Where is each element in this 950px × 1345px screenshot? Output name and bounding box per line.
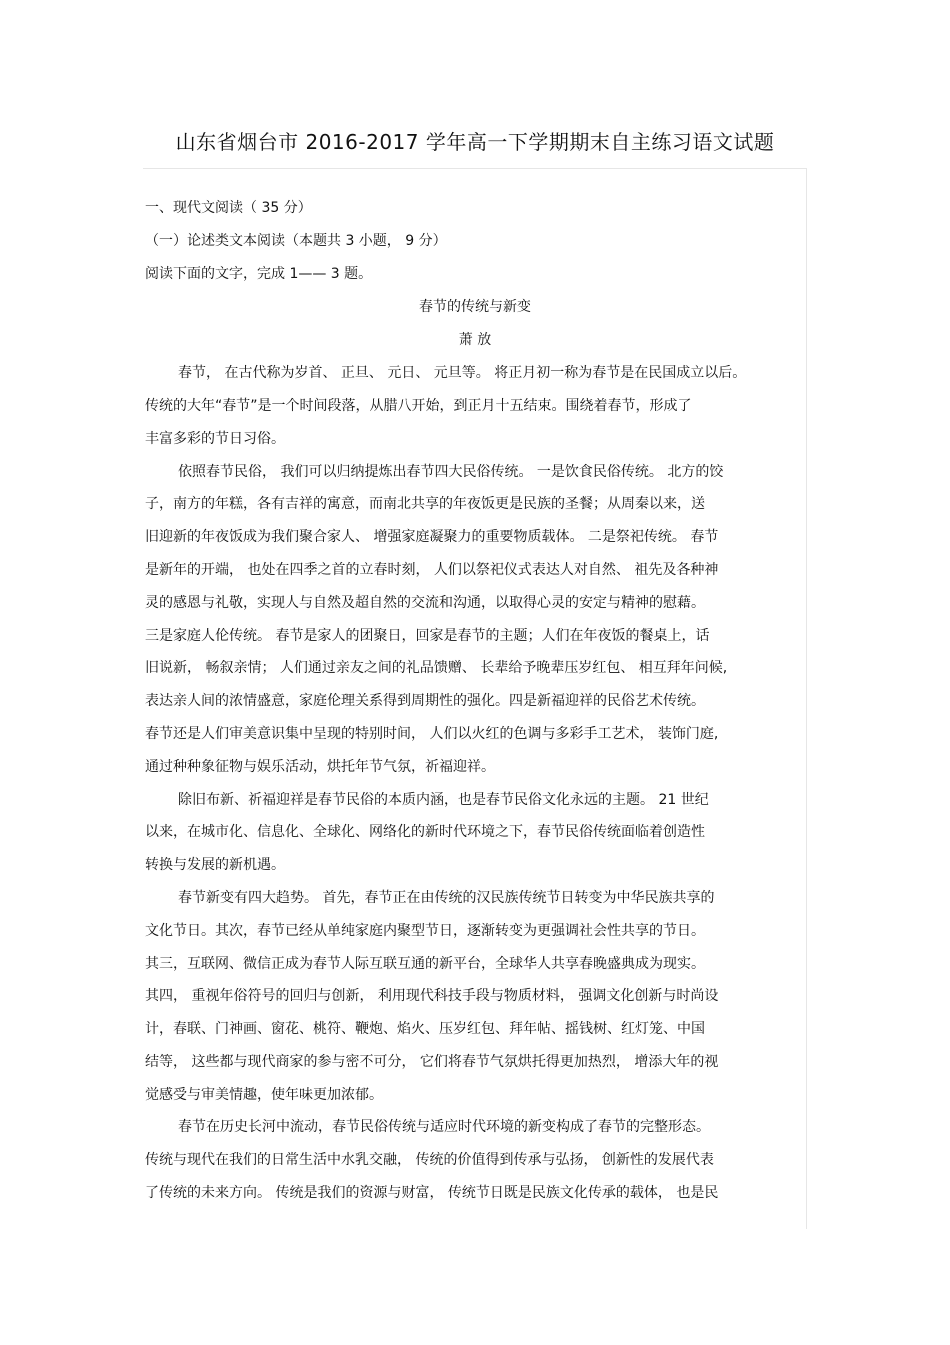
text-line: 表达亲人间的浓情盛意，家庭伦理关系得到周期性的强化。四是新福迎祥的民俗艺术传统。: [145, 693, 705, 709]
text-line: 以来，在城市化、信息化、全球化、网络化的新时代环境之下，春节民俗传统面临着创造性: [145, 824, 705, 840]
instruction-text: 阅读下面的文字，完成 1—— 3 题。: [145, 266, 373, 282]
text-line: 传统的大年“春节”是一个时间段落，从腊八开始，到正月十五结束。围绕着春节，形成了: [145, 398, 692, 414]
text-line: 其三，互联网、微信正成为春节人际互联互通的新平台，全球华人共享春晚盛典成为现实。: [145, 956, 705, 972]
text-line: 旧迎新的年夜饭成为我们聚合家人、 增强家庭凝聚力的重要物质载体。 二是祭祀传统。 春节: [145, 529, 719, 545]
text-line: 除旧布新、祈福迎祥是春节民俗的本质内涵，也是春节民俗文化永远的主题。 21 世纪: [178, 792, 709, 808]
text-line: 旧说新， 畅叙亲情； 人们通过亲友之间的礼品馈赠、 长辈给予晚辈压岁红包、 相互拜年问候,: [145, 660, 728, 676]
article-title: 春节的传统与新变: [419, 299, 531, 315]
text-line: 春节在历史长河中流动，春节民俗传统与适应时代环境的新变构成了春节的完整形态。: [178, 1119, 710, 1135]
text-line: 传统与现代在我们的日常生活中水乳交融， 传统的价值得到传承与弘扬， 创新性的发展代表: [145, 1152, 714, 1168]
text-line: 丰富多彩的节日习俗。: [145, 431, 285, 447]
text-line: 觉感受与审美情趣，使年味更加浓郁。: [145, 1087, 383, 1103]
text-line: 是新年的开端， 也处在四季之首的立春时刻， 人们以祭祀仪式表达人对自然、 祖先及各种神: [145, 562, 719, 578]
section-heading: 一、现代文阅读（ 35 分）: [145, 200, 312, 216]
text-line: 计，春联、门神画、窗花、桃符、鞭炮、焰火、压岁红包、拜年帖、摇钱树、红灯笼、中国: [145, 1021, 705, 1037]
text-line: 灵的感恩与礼敬，实现人与自然及超自然的交流和沟通，以取得心灵的安定与精神的慰藉。: [145, 595, 705, 611]
text-line: 了传统的未来方向。 传统是我们的资源与财富， 传统节日既是民族文化传承的载体， 也是民: [145, 1185, 719, 1201]
subsection-heading: （一）论述类文本阅读（本题共 3 小题， 9 分）: [145, 233, 447, 249]
text-line: 依照春节民俗， 我们可以归纳提炼出春节四大民俗传统。 一是饮食民俗传统。 北方的饺: [178, 464, 724, 480]
article-author: 萧 放: [458, 332, 492, 348]
text-line: 转换与发展的新机遇。: [145, 857, 285, 873]
text-line: 子，南方的年糕，各有吉祥的寓意，而南北共享的年夜饭更是民族的圣餐；从周秦以来，送: [145, 496, 705, 512]
text-line: 春节还是人们审美意识集中呈现的特别时间， 人们以火红的色调与多彩手工艺术， 装饰门庭,: [145, 726, 719, 742]
text-line: 春节， 在古代称为岁首、 正旦、 元日、 元旦等。 将正月初一称为春节是在民国成立以后。: [178, 365, 747, 381]
text-line: 其四， 重视年俗符号的回归与创新， 利用现代科技手段与物质材料， 强调文化创新与时尚设: [145, 988, 719, 1004]
text-line: 春节新变有四大趋势。 首先，春节正在由传统的汉民族传统节日转变为中华民族共享的: [178, 890, 715, 906]
text-line: 通过种种象征物与娱乐活动，烘托年节气氛，祈福迎祥。: [145, 759, 495, 775]
text-line: 三是家庭人伦传统。 春节是家人的团聚日，回家是春节的主题；人们在年夜饭的餐桌上，话: [145, 628, 710, 644]
text-line: 文化节日。其次，春节已经从单纯家庭内聚型节日，逐渐转变为更强调社会性共享的节日。: [145, 923, 705, 939]
text-line: 结等， 这些都与现代商家的参与密不可分， 它们将春节气氛烘托得更加热烈， 增添大年的视: [145, 1054, 719, 1070]
document-title: 山东省烟台市 2016-2017 学年高一下学期期末自主练习语文试题: [175, 130, 775, 154]
